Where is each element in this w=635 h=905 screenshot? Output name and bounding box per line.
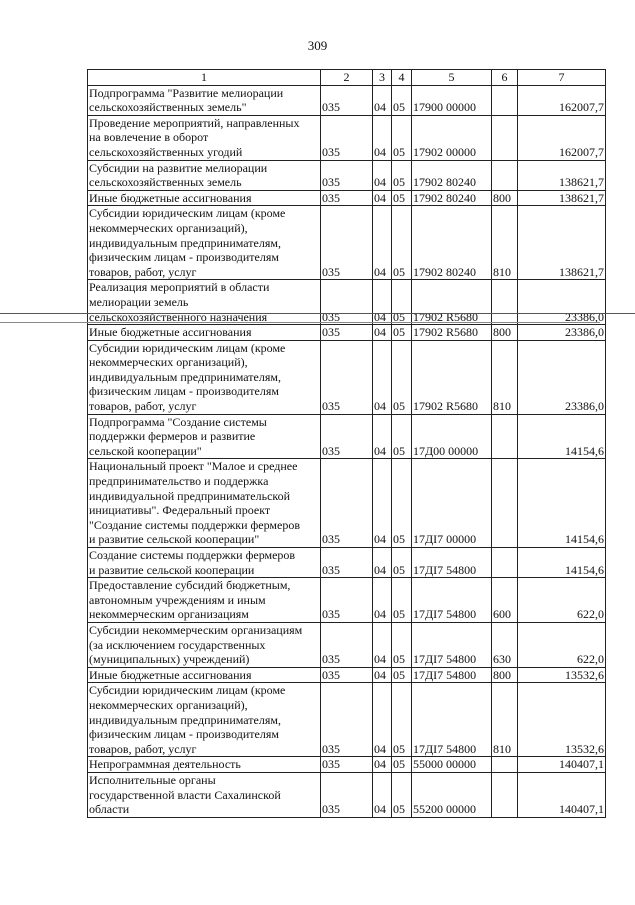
row-name-line: Проведение мероприятий, направленных bbox=[89, 115, 300, 130]
subsection-cell: 05 bbox=[392, 757, 412, 773]
code-cell: 035 bbox=[321, 340, 373, 414]
subsection-cell: 05 bbox=[392, 190, 412, 206]
table-row bbox=[88, 280, 606, 325]
subsection-cell: 05 bbox=[392, 683, 412, 757]
amount-cell: 23386,0 bbox=[518, 280, 606, 325]
code-cell: 035 bbox=[321, 667, 373, 683]
table-row bbox=[88, 160, 606, 190]
target-article-cell: 55000 00000 bbox=[412, 757, 492, 773]
amount-cell: 162007,7 bbox=[518, 115, 606, 160]
amount-cell: 622,0 bbox=[518, 622, 606, 667]
row-name-cell bbox=[88, 190, 321, 206]
budget-table bbox=[87, 69, 606, 818]
code-cell: 035 bbox=[321, 683, 373, 757]
amount-cell: 14154,6 bbox=[518, 548, 606, 578]
row-name-line: Субсидии юридическим лицам (кроме bbox=[89, 340, 286, 355]
table-row bbox=[88, 115, 606, 160]
target-article-cell: 17902 R5680 bbox=[412, 340, 492, 414]
row-name-line: Предоставление субсидий бюджетным, bbox=[89, 578, 291, 593]
row-name-line: Подпрограмма "Развитие мелиорации bbox=[89, 85, 284, 100]
row-name-cell bbox=[88, 206, 321, 280]
expense-type-cell: 800 bbox=[492, 190, 518, 206]
subsection-cell: 05 bbox=[392, 414, 412, 459]
row-name-line: некоммерческих организаций), bbox=[89, 220, 248, 235]
subsection-cell: 05 bbox=[392, 459, 412, 548]
table-row bbox=[88, 325, 606, 341]
row-name-cell bbox=[88, 683, 321, 757]
code-cell: 035 bbox=[321, 772, 373, 817]
header-cell: 7 bbox=[518, 70, 606, 86]
expense-type-cell bbox=[492, 160, 518, 190]
row-name-line: Иные бюджетные ассигнования bbox=[89, 190, 252, 205]
subsection-cell: 05 bbox=[392, 578, 412, 623]
row-name-line: физическим лицам - производителям bbox=[89, 250, 279, 265]
amount-cell: 13532,6 bbox=[518, 683, 606, 757]
expense-type-cell: 630 bbox=[492, 622, 518, 667]
table-row bbox=[88, 340, 606, 414]
row-name-line: сельскохозяйственных земель bbox=[89, 175, 242, 190]
section-cell: 04 bbox=[373, 206, 392, 280]
row-name-line: Создание системы поддержки фермеров bbox=[89, 548, 296, 562]
target-article-cell: 17902 R5680 bbox=[412, 325, 492, 341]
code-cell: 035 bbox=[321, 280, 373, 325]
section-cell: 04 bbox=[373, 622, 392, 667]
row-name-cell bbox=[88, 578, 321, 623]
row-name-line: поддержки фермеров и развитие bbox=[89, 429, 256, 444]
section-cell: 04 bbox=[373, 414, 392, 459]
header-cell: 1 bbox=[88, 70, 321, 86]
target-article-cell: 17902 R5680 bbox=[412, 280, 492, 325]
scan-artifact-line bbox=[0, 313, 635, 314]
page-number: 309 bbox=[307, 38, 328, 53]
target-article-cell: 17900 00000 bbox=[412, 85, 492, 115]
code-cell: 035 bbox=[321, 85, 373, 115]
expense-type-cell bbox=[492, 414, 518, 459]
section-cell: 04 bbox=[373, 667, 392, 683]
code-cell: 035 bbox=[321, 548, 373, 578]
subsection-cell: 05 bbox=[392, 325, 412, 341]
table-row bbox=[88, 757, 606, 773]
subsection-cell: 05 bbox=[392, 115, 412, 160]
target-article-cell: 17Д00 00000 bbox=[412, 414, 492, 459]
section-cell: 04 bbox=[373, 340, 392, 414]
amount-cell: 138621,7 bbox=[518, 190, 606, 206]
row-name-line: физическим лицам - производителям bbox=[89, 727, 279, 742]
section-cell: 04 bbox=[373, 578, 392, 623]
row-name-line: Подпрограмма "Создание системы bbox=[89, 414, 267, 429]
table-row bbox=[88, 667, 606, 683]
target-article-cell: 17ДI7 54800 bbox=[412, 548, 492, 578]
row-name-line: индивидуальной предпринимательской bbox=[89, 488, 291, 503]
subsection-cell: 05 bbox=[392, 622, 412, 667]
row-name-line: автономным учреждениям и иным bbox=[89, 592, 266, 607]
section-cell: 04 bbox=[373, 190, 392, 206]
section-cell: 04 bbox=[373, 757, 392, 773]
subsection-cell: 05 bbox=[392, 160, 412, 190]
row-name-line: Иные бюджетные ассигнования bbox=[89, 325, 252, 340]
scan-artifact-line bbox=[0, 322, 600, 323]
row-name-line: индивидуальным предпринимателям, bbox=[89, 712, 281, 727]
row-name-line: (муниципальных) учреждений) bbox=[89, 652, 250, 667]
section-cell: 04 bbox=[373, 772, 392, 817]
target-article-cell: 17ДI7 54800 bbox=[412, 578, 492, 623]
header-cell: 4 bbox=[392, 70, 412, 86]
row-name-line: Иные бюджетные ассигнования bbox=[89, 667, 252, 682]
target-article-cell: 17ДI7 54800 bbox=[412, 683, 492, 757]
code-cell: 035 bbox=[321, 622, 373, 667]
row-name-line: физическим лицам - производителям bbox=[89, 384, 279, 399]
table-row bbox=[88, 772, 606, 817]
row-name-line: Национальный проект "Малое и среднее bbox=[89, 459, 298, 474]
row-name-line: товаров, работ, услуг bbox=[89, 741, 197, 756]
table-row bbox=[88, 459, 606, 548]
amount-cell: 138621,7 bbox=[518, 160, 606, 190]
target-article-cell: 17902 80240 bbox=[412, 190, 492, 206]
row-name-cell bbox=[88, 115, 321, 160]
row-name-line: Непрограммная деятельность bbox=[89, 757, 241, 772]
row-name-line: индивидуальным предпринимателям, bbox=[89, 235, 281, 250]
row-name-line: и развитие сельской кооперации bbox=[89, 562, 255, 577]
target-article-cell: 17ДI7 00000 bbox=[412, 459, 492, 548]
amount-cell: 23386,0 bbox=[518, 340, 606, 414]
row-name-line: сельской кооперации" bbox=[89, 443, 202, 458]
row-name-line: некоммерческих организаций), bbox=[89, 697, 248, 712]
code-cell: 035 bbox=[321, 160, 373, 190]
code-cell: 035 bbox=[321, 757, 373, 773]
row-name-cell bbox=[88, 667, 321, 683]
row-name-line: (за исключением государственных bbox=[89, 637, 266, 652]
expense-type-cell bbox=[492, 459, 518, 548]
row-name-line: Исполнительные органы bbox=[89, 772, 216, 787]
amount-cell: 140407,1 bbox=[518, 772, 606, 817]
target-article-cell: 17902 80240 bbox=[412, 160, 492, 190]
code-cell: 035 bbox=[321, 190, 373, 206]
header-cell: 2 bbox=[321, 70, 373, 86]
amount-cell: 23386,0 bbox=[518, 325, 606, 341]
code-cell: 035 bbox=[321, 206, 373, 280]
row-name-cell bbox=[88, 85, 321, 115]
row-name-line: Субсидии некоммерческим организациям bbox=[89, 622, 303, 637]
row-name-cell bbox=[88, 459, 321, 548]
header-cell: 6 bbox=[492, 70, 518, 86]
amount-cell: 138621,7 bbox=[518, 206, 606, 280]
expense-type-cell bbox=[492, 280, 518, 325]
table-row bbox=[88, 622, 606, 667]
table-row bbox=[88, 414, 606, 459]
expense-type-cell bbox=[492, 115, 518, 160]
row-name-line: и развитие сельской кооперации" bbox=[89, 532, 260, 547]
code-cell: 035 bbox=[321, 325, 373, 341]
amount-cell: 140407,1 bbox=[518, 757, 606, 773]
header-cell: 3 bbox=[373, 70, 392, 86]
section-cell: 04 bbox=[373, 325, 392, 341]
row-name-line: Субсидии на развитие мелиорации bbox=[89, 160, 268, 175]
code-cell: 035 bbox=[321, 414, 373, 459]
row-name-cell bbox=[88, 414, 321, 459]
row-name-line: инициативы". Федеральный проект bbox=[89, 503, 271, 518]
row-name-line: Реализация мероприятий в области bbox=[89, 280, 270, 295]
header-cell: 5 bbox=[412, 70, 492, 86]
section-cell: 04 bbox=[373, 280, 392, 325]
row-name-line: индивидуальным предпринимателям, bbox=[89, 369, 281, 384]
expense-type-cell: 810 bbox=[492, 206, 518, 280]
section-cell: 04 bbox=[373, 85, 392, 115]
subsection-cell: 05 bbox=[392, 548, 412, 578]
expense-type-cell bbox=[492, 85, 518, 115]
expense-type-cell: 800 bbox=[492, 667, 518, 683]
subsection-cell: 05 bbox=[392, 280, 412, 325]
row-name-cell bbox=[88, 160, 321, 190]
code-cell: 035 bbox=[321, 459, 373, 548]
table-row bbox=[88, 683, 606, 757]
target-article-cell: 55200 00000 bbox=[412, 772, 492, 817]
section-cell: 04 bbox=[373, 548, 392, 578]
section-cell: 04 bbox=[373, 683, 392, 757]
row-name-cell bbox=[88, 772, 321, 817]
table-row bbox=[88, 190, 606, 206]
row-name-cell bbox=[88, 340, 321, 414]
row-name-line: сельскохозяйственных земель" bbox=[89, 100, 247, 115]
table-row bbox=[88, 548, 606, 578]
row-name-cell bbox=[88, 757, 321, 773]
code-cell: 035 bbox=[321, 578, 373, 623]
row-name-cell bbox=[88, 622, 321, 667]
expense-type-cell: 800 bbox=[492, 325, 518, 341]
amount-cell: 622,0 bbox=[518, 578, 606, 623]
section-cell: 04 bbox=[373, 115, 392, 160]
row-name-line: сельскохозяйственного назначения bbox=[89, 309, 268, 324]
row-name-line: государственной власти Сахалинской bbox=[89, 787, 281, 802]
row-name-line: на вовлечение в оборот bbox=[89, 130, 209, 145]
code-cell: 035 bbox=[321, 115, 373, 160]
row-name-line: Субсидии юридическим лицам (кроме bbox=[89, 683, 286, 698]
row-name-line: товаров, работ, услуг bbox=[89, 264, 197, 279]
row-name-line: области bbox=[89, 802, 130, 817]
expense-type-cell: 810 bbox=[492, 340, 518, 414]
expense-type-cell bbox=[492, 548, 518, 578]
table-header-row bbox=[88, 70, 606, 86]
row-name-line: Субсидии юридическим лицам (кроме bbox=[89, 206, 286, 221]
row-name-line: предпринимательство и поддержка bbox=[89, 474, 269, 489]
row-name-line: некоммерческих организаций), bbox=[89, 355, 248, 370]
expense-type-cell: 600 bbox=[492, 578, 518, 623]
target-article-cell: 17ДI7 54800 bbox=[412, 667, 492, 683]
row-name-cell bbox=[88, 548, 321, 578]
expense-type-cell bbox=[492, 757, 518, 773]
amount-cell: 14154,6 bbox=[518, 414, 606, 459]
row-name-line: "Создание системы поддержки фермеров bbox=[89, 517, 300, 532]
table-row bbox=[88, 85, 606, 115]
table-row bbox=[88, 578, 606, 623]
subsection-cell: 05 bbox=[392, 85, 412, 115]
subsection-cell: 05 bbox=[392, 340, 412, 414]
row-name-cell bbox=[88, 325, 321, 341]
subsection-cell: 05 bbox=[392, 206, 412, 280]
subsection-cell: 05 bbox=[392, 667, 412, 683]
expense-type-cell: 810 bbox=[492, 683, 518, 757]
row-name-line: мелиорации земель bbox=[89, 294, 189, 309]
table-row bbox=[88, 206, 606, 280]
section-cell: 04 bbox=[373, 459, 392, 548]
expense-type-cell bbox=[492, 772, 518, 817]
target-article-cell: 17902 00000 bbox=[412, 115, 492, 160]
target-article-cell: 17902 80240 bbox=[412, 206, 492, 280]
section-cell: 04 bbox=[373, 160, 392, 190]
amount-cell: 162007,7 bbox=[518, 85, 606, 115]
row-name-line: сельскохозяйственных угодий bbox=[89, 144, 243, 159]
amount-cell: 14154,6 bbox=[518, 459, 606, 548]
row-name-line: некоммерческим организациям bbox=[89, 607, 249, 622]
row-name-line: товаров, работ, услуг bbox=[89, 399, 197, 414]
row-name-cell bbox=[88, 280, 321, 325]
amount-cell: 13532,6 bbox=[518, 667, 606, 683]
target-article-cell: 17ДI7 54800 bbox=[412, 622, 492, 667]
subsection-cell: 05 bbox=[392, 772, 412, 817]
